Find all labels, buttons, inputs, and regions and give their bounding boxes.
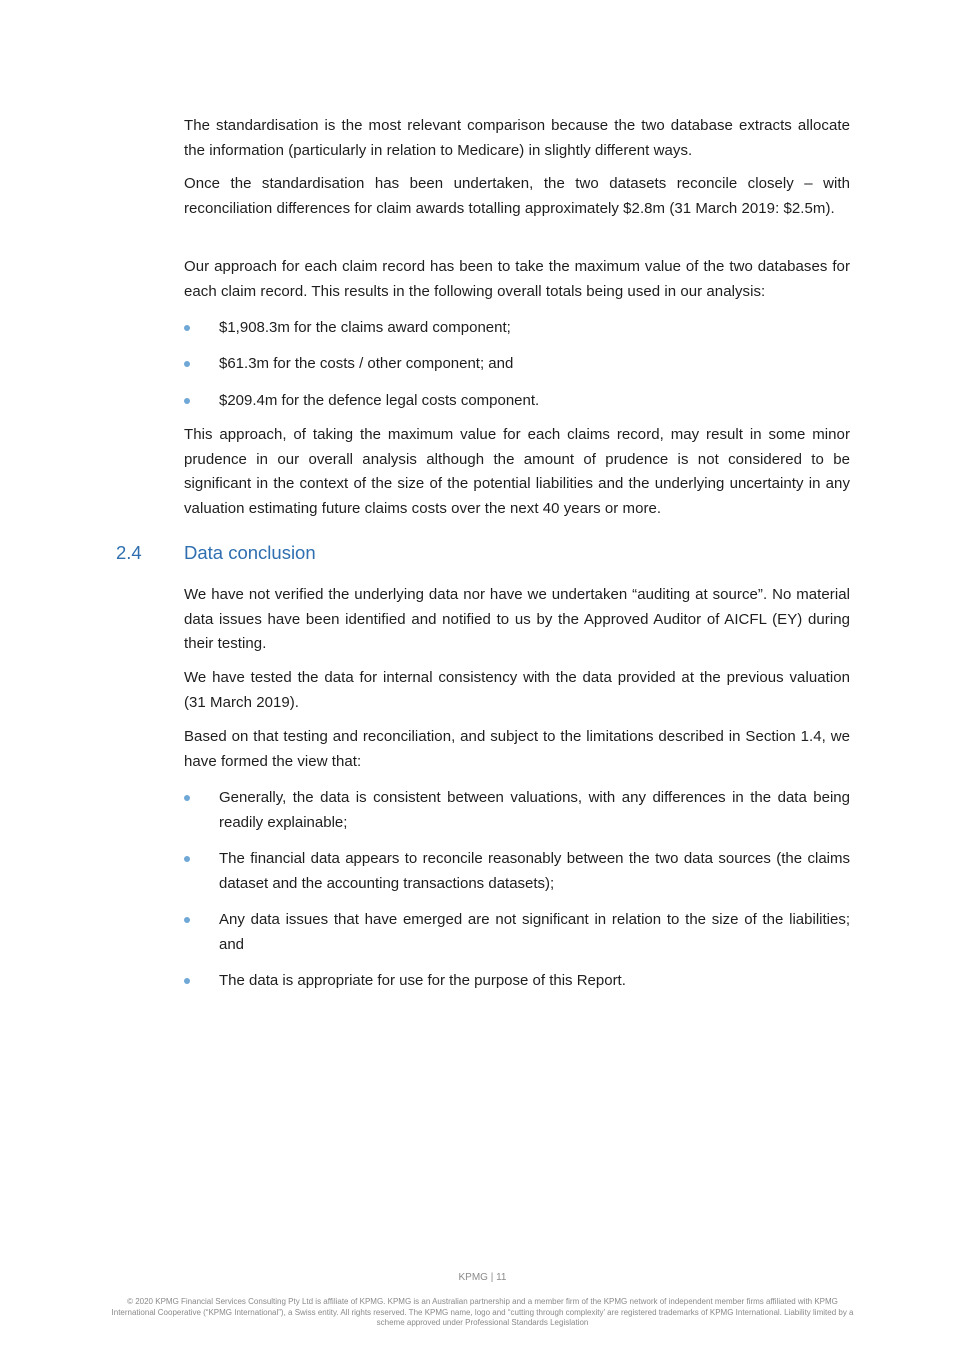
bullet-item xyxy=(184,908,850,957)
bullet-item xyxy=(184,389,850,414)
bullet-item xyxy=(184,352,850,377)
bullet-item xyxy=(184,969,850,994)
bullet-icon xyxy=(184,795,190,801)
bullet-text: Any data issues that have emerged are not significant in relation to the size of the liabilities; and xyxy=(219,911,850,953)
bullet-text: $209.4m for the defence legal costs component. xyxy=(219,392,540,409)
page-number: KPMG | 11 xyxy=(458,1272,507,1283)
bullet-item xyxy=(184,847,850,896)
section-number: 2.4 xyxy=(116,542,142,563)
footer-legal-text: © 2020 KPMG Financial Services Consulting Pty Ltd is affiliate of KPMG. KPMG is an Australian partnership and a member firm of the KPMG network of independent member firms affiliated with KPMG International Cooperative (“KPMG International”), a Swiss entity. All rights reserved. The KPMG name, logo and “cutting through complexity’ are registered trademarks of KPMG International. Liability limited by a scheme approved under Professional Standards Legislation xyxy=(111,1297,854,1327)
paragraph-consistency: We have tested the data for internal consistency with the data provided at the previous valuation (31 March 2019). xyxy=(184,669,850,711)
bullet-icon xyxy=(184,917,190,923)
bullet-icon xyxy=(184,398,190,404)
bullet-icon xyxy=(184,325,190,331)
bullet-item xyxy=(184,316,850,341)
bullet-icon xyxy=(184,978,190,984)
bullet-text: Generally, the data is consistent between valuations, with any differences in the data being readily explainable; xyxy=(219,789,850,831)
bullet-icon xyxy=(184,856,190,862)
bullet-item xyxy=(184,786,850,835)
section-title: Data conclusion xyxy=(184,542,316,563)
bullet-text: $1,908.3m for the claims award component; xyxy=(219,319,511,336)
paragraph-verification: We have not verified the underlying data nor have we undertaken “auditing at source”. No material data issues have been identified and notified to us by the Approved Auditor of AICFL (EY) during their testing. xyxy=(184,586,850,652)
bullet-text: The data is appropriate for use for the purpose of this Report. xyxy=(219,972,626,989)
paragraph-view: Based on that testing and reconciliation, and subject to the limitations described in Section 1.4, we have formed the view that: xyxy=(184,728,850,770)
paragraph-prudence: This approach, of taking the maximum value for each claims record, may result in some minor prudence in our overall analysis although the amount of prudence is not considered to be significant in the context of the size of the potential liabilities and the underlying uncertainty in any valuation estimating future claims costs over the next 40 years or more. xyxy=(184,426,850,517)
bullet-icon xyxy=(184,361,190,367)
bullet-text: $61.3m for the costs / other component; and xyxy=(219,355,514,372)
paragraph-reconciliation: Once the standardisation has been undertaken, the two datasets reconcile closely – with reconciliation differences for claim awards totalling approximately $2.8m (31 March 2019: $2.5m). xyxy=(184,175,850,217)
bullet-text: The financial data appears to reconcile reasonably between the two data sources (the claims dataset and the accounting transactions datasets); xyxy=(219,850,850,892)
paragraph-standardisation: The standardisation is the most relevant comparison because the two database extracts allocate the information (particularly in relation to Medicare) in slightly different ways. xyxy=(184,117,850,159)
paragraph-approach: Our approach for each claim record has been to take the maximum value of the two databases for each claim record. This results in the following overall totals being used in our analysis: xyxy=(184,258,850,300)
